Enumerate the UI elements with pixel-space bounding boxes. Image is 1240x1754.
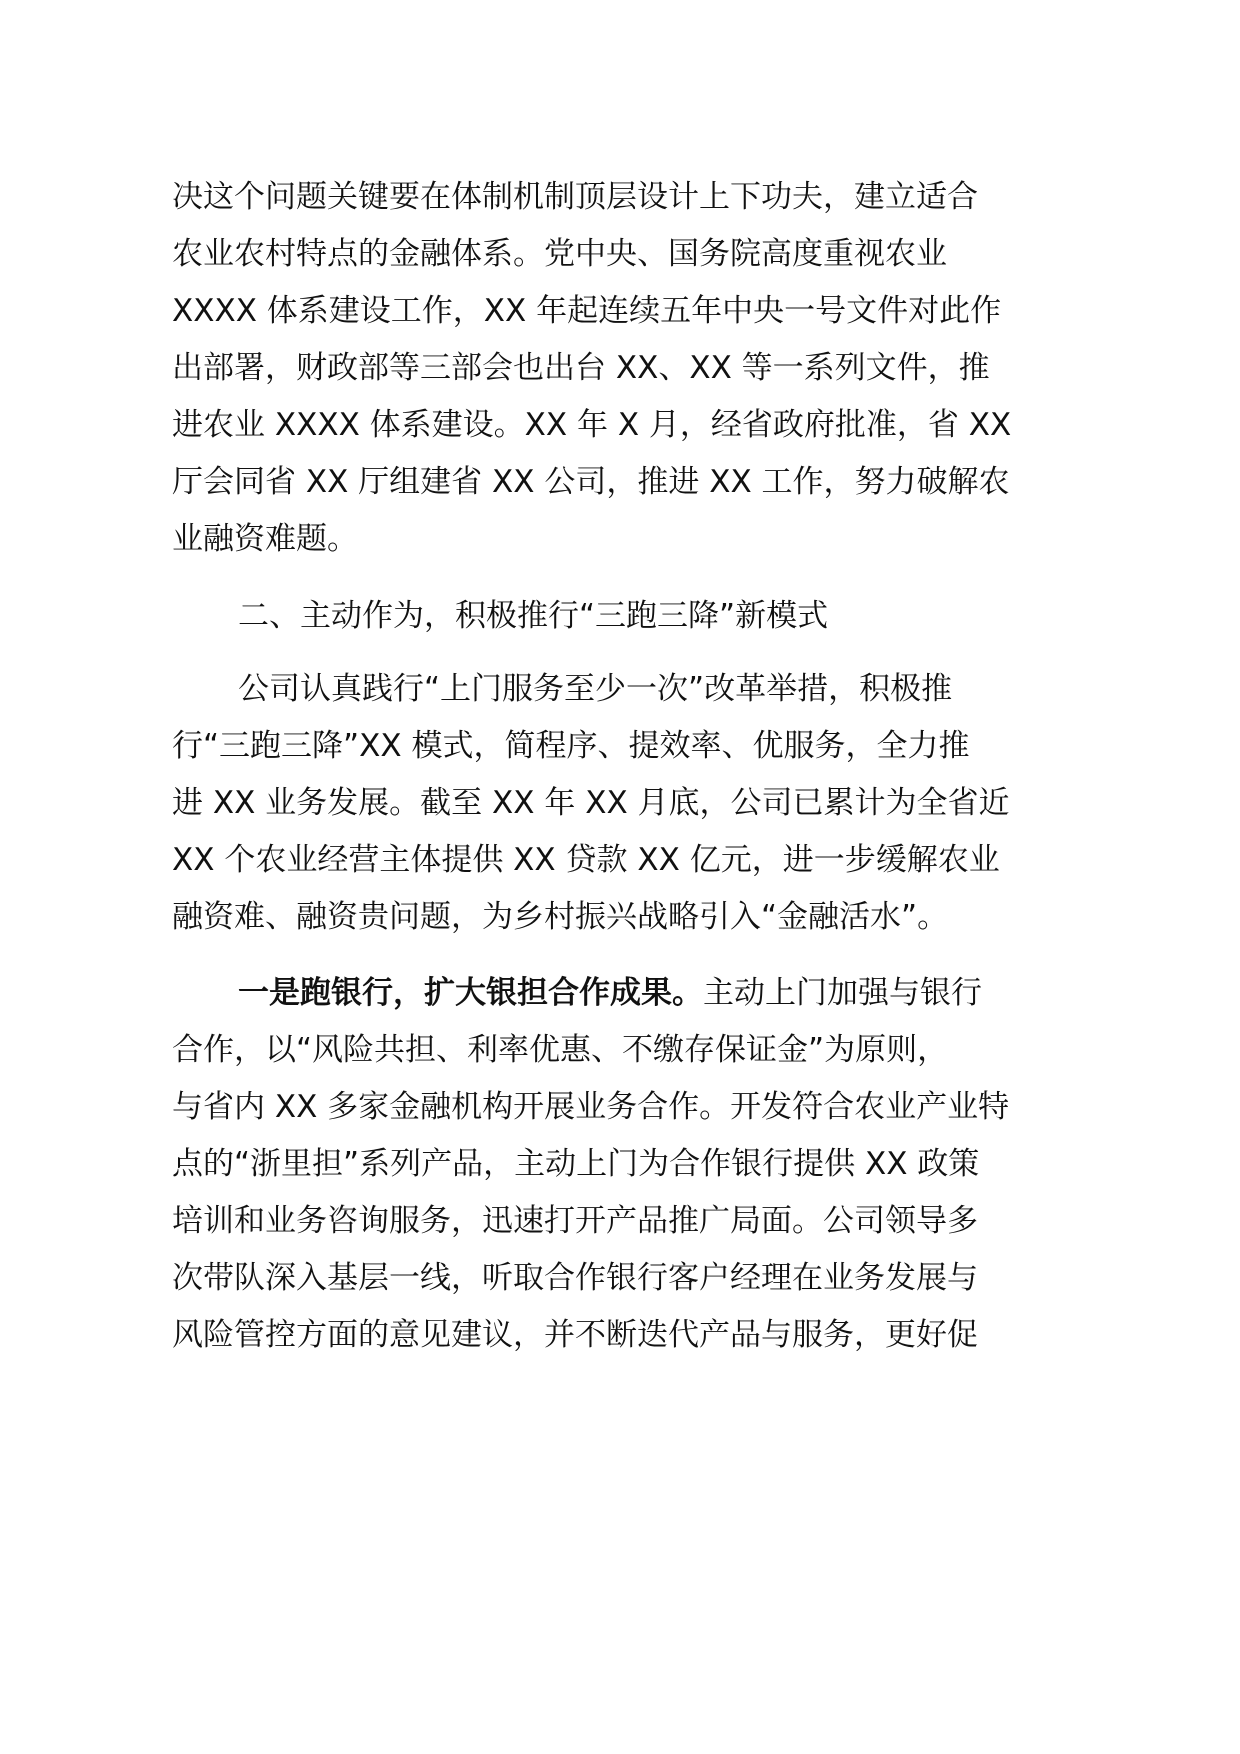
paragraph-3-line-4: 点的“浙里担”系列产品，主动上门为合作银行提供 XX 政策 xyxy=(172,1146,980,1182)
paragraph-1-line-7: 业融资难题。 xyxy=(172,521,358,557)
paragraph-3-line-1-rest: 主动上门加强与银行 xyxy=(703,975,982,1011)
paragraph-2-line-3: 进 XX 业务发展。截至 XX 年 XX 月底，公司已累计为全省近 xyxy=(172,785,1010,821)
paragraph-2-line-2: 行“三跑三降”XX 模式，简程序、提效率、优服务，全力推 xyxy=(172,728,970,764)
paragraph-1-line-4: 出部署，财政部等三部会也出台 XX、XX 等一系列文件，推 xyxy=(172,350,990,386)
paragraph-2-line-1: 公司认真践行“上门服务至少一次”改革举措，积极推 xyxy=(238,671,953,707)
paragraph-2-line-5: 融资难、融资贵问题，为乡村振兴战略引入“金融活水”。 xyxy=(172,899,949,935)
paragraph-1-line-3: XXXX 体系建设工作，XX 年起连续五年中央一号文件对此作 xyxy=(172,293,1002,329)
section-heading-2: 二、主动作为，积极推行“三跑三降”新模式 xyxy=(238,598,829,634)
paragraph-3-line-3: 与省内 XX 多家金融机构开展业务合作。开发符合农业产业特 xyxy=(172,1089,1010,1125)
paragraph-3-line-2: 合作，以“风险共担、利率优惠、不缴存保证金”为原则， xyxy=(172,1032,949,1068)
paragraph-2-line-4: XX 个农业经营主体提供 XX 贷款 XX 亿元，进一步缓解农业 xyxy=(172,842,1000,878)
paragraph-3-bold-lead: 一是跑银行，扩大银担合作成果。 xyxy=(238,975,703,1011)
paragraph-3-line-5: 培训和业务咨询服务，迅速打开产品推广局面。公司领导多 xyxy=(172,1203,978,1239)
paragraph-1-line-1: 决这个问题关键要在体制机制顶层设计上下功夫，建立适合 xyxy=(172,179,978,215)
paragraph-1-line-6: 厅会同省 XX 厅组建省 XX 公司，推进 XX 工作，努力破解农 xyxy=(172,464,1010,500)
paragraph-3-line-1 xyxy=(238,968,1072,1018)
paragraph-1-line-2: 农业农村特点的金融体系。党中央、国务院高度重视农业 xyxy=(172,236,947,272)
paragraph-3-line-7: 风险管控方面的意见建议，并不断迭代产品与服务，更好促 xyxy=(172,1317,978,1353)
paragraph-1-line-5: 进农业 XXXX 体系建设。XX 年 X 月，经省政府批准，省 XX xyxy=(172,407,1012,443)
paragraph-3-line-6: 次带队深入基层一线，听取合作银行客户经理在业务发展与 xyxy=(172,1260,978,1296)
